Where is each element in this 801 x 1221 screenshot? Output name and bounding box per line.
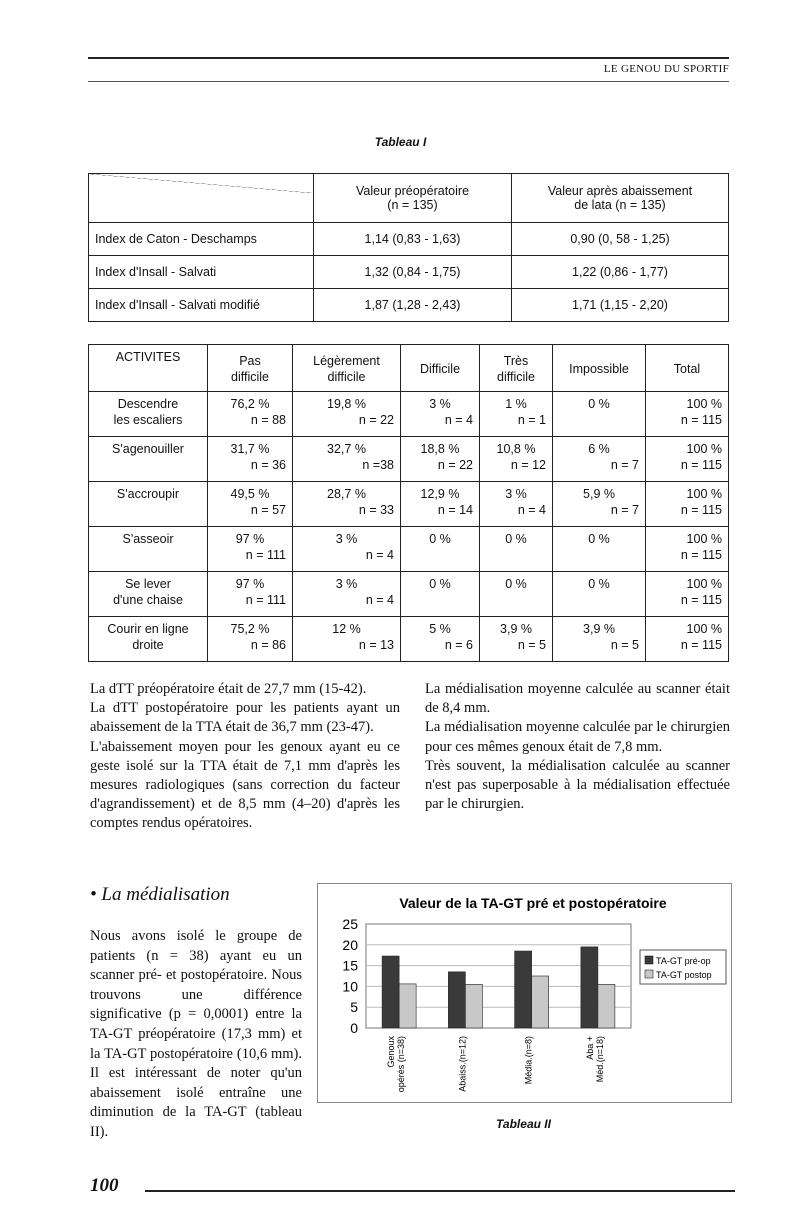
activities-table [88, 344, 729, 662]
section-title: • La médialisation [90, 884, 230, 905]
cell-value [208, 437, 293, 482]
paragraph: La dTT préopératoire était de 27,7 mm (15-42). [90, 681, 367, 697]
table-header-postop: Valeur après abaissement de lata (n = 135) [512, 174, 729, 223]
cell-value [208, 392, 293, 437]
percent: 3,9 % [500, 622, 532, 636]
percent: 76,2 % [230, 397, 270, 411]
percent: 6 % [588, 442, 610, 456]
table-row [89, 392, 729, 437]
count: n = 86 [250, 638, 286, 652]
table-header-row [89, 174, 729, 223]
cell-preop: 1,32 (0,84 - 1,75) [314, 256, 512, 289]
cell-value [480, 437, 553, 482]
table-header-preop: Valeur préopératoire (n = 135) [314, 174, 512, 223]
percent: 97 % [235, 577, 265, 591]
cell-total [646, 527, 729, 572]
count: n = 12 [510, 458, 546, 472]
cell-value [208, 572, 293, 617]
count: n = 4 [444, 413, 473, 427]
table-corner-cell [89, 174, 314, 223]
percent: 0 % [505, 577, 527, 591]
header-pas-difficile: Pas difficile [208, 345, 293, 392]
cell-value [553, 482, 646, 527]
cell-value [208, 617, 293, 662]
cell-value [553, 392, 646, 437]
legend-label: TA-GT pré-op [656, 956, 711, 966]
bar-postop [598, 984, 615, 1028]
activity-label: Se lever d'une chaise [89, 572, 208, 617]
cell-total [646, 392, 729, 437]
x-tick-label [585, 1036, 605, 1082]
count: n = 115 [680, 413, 722, 427]
count: n = 88 [250, 413, 286, 427]
y-tick-label: 20 [342, 936, 358, 953]
percent: 5 % [429, 622, 451, 636]
percent: 0 % [505, 532, 527, 546]
cell-value [480, 617, 553, 662]
cell-value [553, 617, 646, 662]
cell-value [208, 482, 293, 527]
table-header-row [89, 345, 729, 392]
table-row [89, 437, 729, 482]
table-row [89, 223, 729, 256]
cell-total [646, 617, 729, 662]
bar-preop [382, 956, 399, 1028]
paragraph: La médialisation moyenne calculée par le chirurgien pour ces mêmes genoux était de 7,8 mm. [425, 719, 730, 755]
chart-frame [317, 883, 732, 1103]
header-difficile: Difficile [401, 345, 480, 392]
cell-value [293, 437, 401, 482]
cell-value [401, 572, 480, 617]
cell-total [646, 572, 729, 617]
y-tick-label: 0 [350, 1020, 358, 1036]
percent: 100 % [686, 487, 722, 501]
x-tick-label [457, 1036, 467, 1092]
percent: 100 % [686, 577, 722, 591]
bar-postop [465, 984, 482, 1028]
count: n = 13 [358, 638, 394, 652]
cell-value [401, 617, 480, 662]
percent: 97 % [235, 532, 265, 546]
x-tick-label-line: Méd.(n=18) [594, 1036, 605, 1083]
x-tick-label-line: Média.(n=8) [523, 1036, 534, 1085]
percent: 5,9 % [583, 487, 615, 501]
cell-value [401, 437, 480, 482]
section-paragraph: Nous avons isolé le groupe de patients (n = 38) ayant eu un scanner pré- et postopératoire. Nous trouvons une différence significative (p = 0,0001) entre la TA-GT préopératoire (17,3 mm) et la TA-GT postopératoire (10,6 mm). Il est intéressant de noter qu'un abaissement isolé entraîne une diminution de la TA-GT (tableau II). [90, 928, 302, 1140]
count: n = 115 [680, 548, 722, 562]
percent: 10,8 % [496, 442, 536, 456]
cell-preop: 1,87 (1,28 - 2,43) [314, 289, 512, 322]
paragraph: La médialisation moyenne calculée au scanner était de 8,4 mm. [425, 681, 730, 717]
activity-label: S'agenouiller [89, 437, 208, 482]
x-tick-label-line: Aba + [584, 1036, 595, 1060]
count: n = 57 [250, 503, 286, 517]
legend-swatch [645, 970, 653, 978]
right-column-text [425, 680, 730, 814]
percent: 0 % [429, 577, 451, 591]
footer-rule [145, 1190, 735, 1192]
cell-value [401, 392, 480, 437]
cell-value [480, 482, 553, 527]
cell-total [646, 437, 729, 482]
bar-postop [399, 984, 416, 1028]
percent: 100 % [686, 442, 722, 456]
cell-total [646, 482, 729, 527]
percent: 0 % [429, 532, 451, 546]
percent: 100 % [686, 622, 722, 636]
cell-value [293, 392, 401, 437]
percent: 3,9 % [583, 622, 615, 636]
activity-label: S'asseoir [89, 527, 208, 572]
cell-value [480, 572, 553, 617]
percent: 31,7 % [230, 442, 270, 456]
activity-label: S'accroupir [89, 482, 208, 527]
header-rule-thin [88, 81, 729, 82]
percent: 12 % [332, 622, 361, 636]
percent: 12,9 % [420, 487, 460, 501]
percent: 28,7 % [327, 487, 366, 501]
table-row [89, 256, 729, 289]
paragraph: La dTT postopératoire pour les patients ayant un abaissement de la TTA était de 36,7 mm (23-47). [90, 700, 400, 736]
row-label: Index d'Insall - Salvati modifié [89, 289, 314, 322]
percent: 32,7 % [327, 442, 366, 456]
cell-value [401, 527, 480, 572]
count: n = 7 [610, 503, 639, 517]
percent: 0 % [588, 532, 610, 546]
bar-preop [515, 951, 532, 1028]
count: n = 22 [437, 458, 473, 472]
count: n = 115 [680, 503, 722, 517]
percent: 19,8 % [327, 397, 366, 411]
left-column-text [90, 680, 400, 834]
bar-preop [581, 947, 598, 1028]
count: n = 111 [245, 548, 286, 562]
table-row [89, 289, 729, 322]
count: n = 6 [444, 638, 473, 652]
header-total: Total [646, 345, 729, 392]
x-tick-label [386, 1036, 406, 1093]
percent: 0 % [588, 577, 610, 591]
cell-value [480, 392, 553, 437]
count: n = 14 [437, 503, 473, 517]
cell-postop: 1,71 (1,15 - 2,20) [512, 289, 729, 322]
x-tick-label-line: Genoux [386, 1036, 397, 1068]
count: n = 5 [517, 638, 546, 652]
header-impossible: Impossible [553, 345, 646, 392]
count: n = 4 [517, 503, 546, 517]
percent: 75,2 % [230, 622, 270, 636]
cell-value [293, 617, 401, 662]
x-tick-label-line: opérés (n=38) [396, 1036, 407, 1093]
count: n =38 [362, 458, 394, 472]
x-tick-label-line: Abaiss.(n=12) [457, 1036, 468, 1092]
bar-postop [532, 976, 549, 1028]
count: n = 4 [365, 593, 394, 607]
y-tick-label: 15 [342, 957, 358, 974]
count: n = 5 [610, 638, 639, 652]
paragraph: Très souvent, la médialisation calculée au scanner n'est pas superposable à la médialisation effectuée par le chirurgien. [425, 757, 730, 813]
legend-swatch [645, 956, 653, 964]
cell-value [553, 437, 646, 482]
count: n = 115 [680, 458, 722, 472]
header-rule [88, 57, 729, 59]
header-legerement-difficile: Légèrement difficile [293, 345, 401, 392]
page-number: 100 [90, 1175, 119, 1196]
cell-postop: 0,90 (0, 58 - 1,25) [512, 223, 729, 256]
table-row [89, 527, 729, 572]
table-row [89, 482, 729, 527]
table-1 [88, 173, 729, 322]
running-head: LE GENOU DU SPORTIF [603, 63, 729, 75]
table-row [89, 617, 729, 662]
percent: 100 % [686, 532, 722, 546]
cell-value [293, 572, 401, 617]
chart-caption: Tableau II [496, 1117, 551, 1131]
cell-value [553, 527, 646, 572]
x-tick-label [524, 1036, 534, 1084]
activity-label: Descendre les escaliers [89, 392, 208, 437]
percent: 3 % [335, 532, 358, 546]
percent: 3 % [429, 397, 451, 411]
bar-preop [448, 972, 465, 1028]
count: n = 111 [245, 593, 286, 607]
percent: 100 % [686, 397, 722, 411]
count: n = 36 [250, 458, 286, 472]
activity-label: Courir en ligne droite [89, 617, 208, 662]
cell-value [293, 527, 401, 572]
row-label: Index d'Insall - Salvati [89, 256, 314, 289]
y-tick-label: 10 [342, 978, 358, 995]
header-activites: ACTIVITES [89, 345, 208, 392]
count: n = 115 [680, 638, 722, 652]
percent: 1 % [505, 397, 527, 411]
cell-postop: 1,22 (0,86 - 1,77) [512, 256, 729, 289]
cell-value [480, 527, 553, 572]
legend-label: TA-GT postop [656, 970, 712, 980]
cell-value [293, 482, 401, 527]
table-1-caption: Tableau I [374, 135, 427, 149]
header-tres-difficile: Très difficile [480, 345, 553, 392]
percent: 49,5 % [230, 487, 270, 501]
row-label: Index de Caton - Deschamps [89, 223, 314, 256]
table-row [89, 572, 729, 617]
count: n = 4 [365, 548, 394, 562]
count: n = 7 [610, 458, 639, 472]
cell-value [208, 527, 293, 572]
y-tick-label: 25 [342, 916, 358, 932]
percent: 3 % [335, 577, 358, 591]
count: n = 1 [517, 413, 546, 427]
count: n = 33 [358, 503, 394, 517]
bar-chart [318, 884, 731, 1102]
cell-preop: 1,14 (0,83 - 1,63) [314, 223, 512, 256]
cell-value [553, 572, 646, 617]
percent: 18,8 % [420, 442, 460, 456]
percent: 0 % [588, 397, 610, 411]
y-tick-label: 5 [350, 999, 358, 1016]
chart-title: Valeur de la TA-GT pré et postopératoire [399, 895, 667, 911]
paragraph: L'abaissement moyen pour les genoux ayant eu ce geste isolé sur la TTA était de 7,1 mm d'après les mesures radiologiques (sans correction du facteur d'agrandissement) et de 8,5 mm (4–20) d'après les comptes rendus opératoires. [90, 738, 400, 832]
count: n = 115 [680, 593, 722, 607]
percent: 3 % [505, 487, 527, 501]
count: n = 22 [358, 413, 394, 427]
cell-value [401, 482, 480, 527]
